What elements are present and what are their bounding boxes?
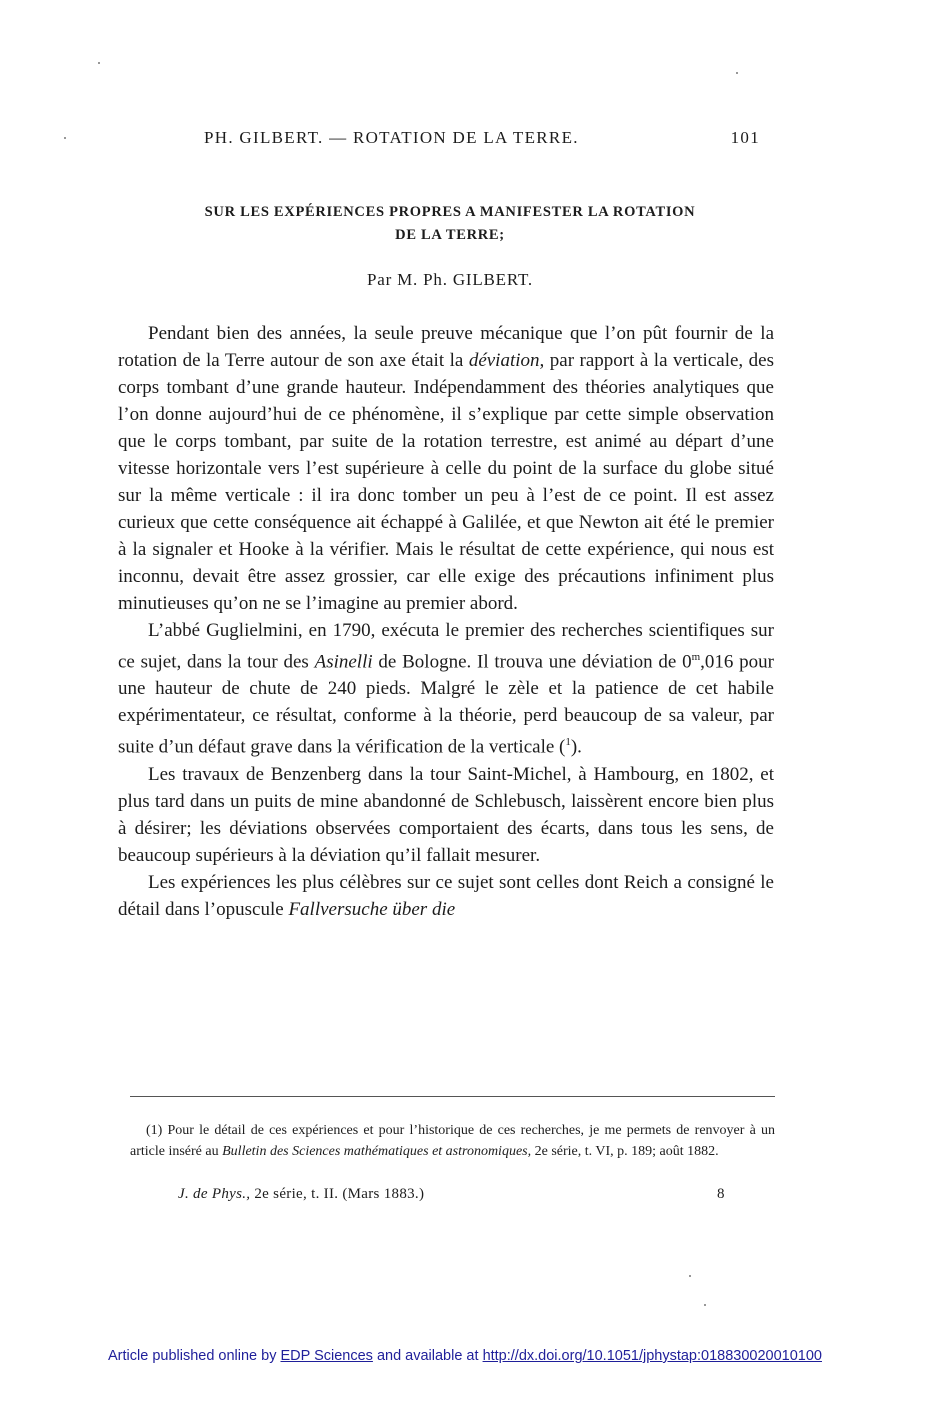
text-run: Pendant bien des années, la seule preuve mécanique que l’on pût fournir de la rotation de la Terre autour de son axe était la [118,323,774,371]
page-number: 101 [730,128,760,147]
paragraph-4 [118,869,774,923]
article-body [118,320,774,923]
journal-abbrev: J. de Phys., [178,1186,251,1202]
journal-issue: 2e série, t. II. (Mars 1883.) [250,1186,425,1202]
article-title-line-1: SUR LES EXPÉRIENCES PROPRES A MANIFESTER LA ROTATION [204,204,696,220]
paragraph-3: Les travaux de Benzenberg dans la tour Saint-Michel, à Hambourg, en 1802, et plus tard dans un puits de mine abandonné de Schlebusch, laissèrent encore bien plus à désirer; les déviations observées comportaient des écarts, dans tous les sens, de beaucoup supérieurs à la déviation qu’il fallait mesurer. [118,763,774,866]
text-run: Les expériences les plus célèbres sur ce sujet sont celles dont Reich a consigné le détail dans l’opuscule [118,871,774,920]
text-run: par rapport à la verticale, des corps tombant d’une grande hauteur. Indépendamment des théories analytiques que l’on donne aujourd’hui de ce phénomène, il s’explique par cette simple observation que le corps tombant, par suite de la rotation terrestre, est animé au départ d’une vitesse horizontale vers l’est supérieure à celle du point de la surface du globe situé sur la même verticale : il ira donc tomber un peu à l’est de ce point. Il est assez curieux que cette conséquence ait échappé à Galilée, et que Newton ait été le premier à la signaler et Hooke à la vérifier. Mais le résultat de cette expérience, qui nous est inconnu, devait être assez grossier, car elle exige des précautions infiniment plus minutieuses qu’on ne se l’imagine au premier abord. [118,350,774,614]
byline: Par M. Ph. GILBERT. [367,270,533,289]
text-run: ,016 pour une hauteur de chute de 240 pieds. Malgré le zèle et la patience de cet habile expérimentateur, ce résultat, conforme à la théorie, perd beaucoup de sa valeur, par suite d’un défaut grave dans la vérification de la verticale ( [118,651,775,758]
italic-term: déviation, [468,350,545,371]
article-title [120,201,780,247]
italic-journal-title: Bulletin des Sciences mathématiques et astronomiques, [222,1144,532,1159]
running-head-title: PH. GILBERT. — ROTATION DE LA TERRE. [204,128,579,147]
paragraph-1 [118,320,774,617]
banner-text: and available at [372,1348,483,1364]
publisher-link[interactable]: EDP Sciences [280,1348,373,1364]
publisher-banner [0,1348,930,1364]
doi-link[interactable]: http://dx.doi.org/10.1051/jphystap:018830020010100 [482,1348,822,1364]
paragraph-2 [118,617,774,761]
scan-speck [736,72,738,74]
article-title-line-2: DE LA TERRE; [395,227,505,243]
footnote [130,1120,775,1162]
signature-mark: 8 [717,1186,725,1202]
italic-term: Asinelli [314,651,373,673]
banner-text: Article published online by [108,1348,281,1364]
footnote-marker: (1) [146,1123,163,1138]
scan-speck [98,62,100,64]
journal-reference [178,1186,424,1203]
text-run: L’abbé Guglielmini, en 1790, exécuta le premier des recherches scientifiques sur ce sujet, dans la tour des [118,620,774,673]
scan-speck [689,1275,691,1277]
text-run: 2e série, t. VI, p. 189; août 1882. [531,1144,719,1159]
text-run: de Bologne. Il trouva une déviation de 0 [372,651,692,673]
italic-term: Fallversuche über die [288,898,456,920]
text-run: ). [570,736,582,758]
footnote-rule [130,1096,775,1097]
text-run: Pour le détail de ces expériences et pour l’historique de ces recherches, je me permets de renvoyer à un article inséré au [130,1123,775,1159]
scan-speck [64,137,66,139]
footnote-1 [130,1120,775,1162]
footnote-reference[interactable]: 1 [565,736,571,749]
unit-superscript: m [691,651,701,663]
scan-speck [704,1304,706,1306]
